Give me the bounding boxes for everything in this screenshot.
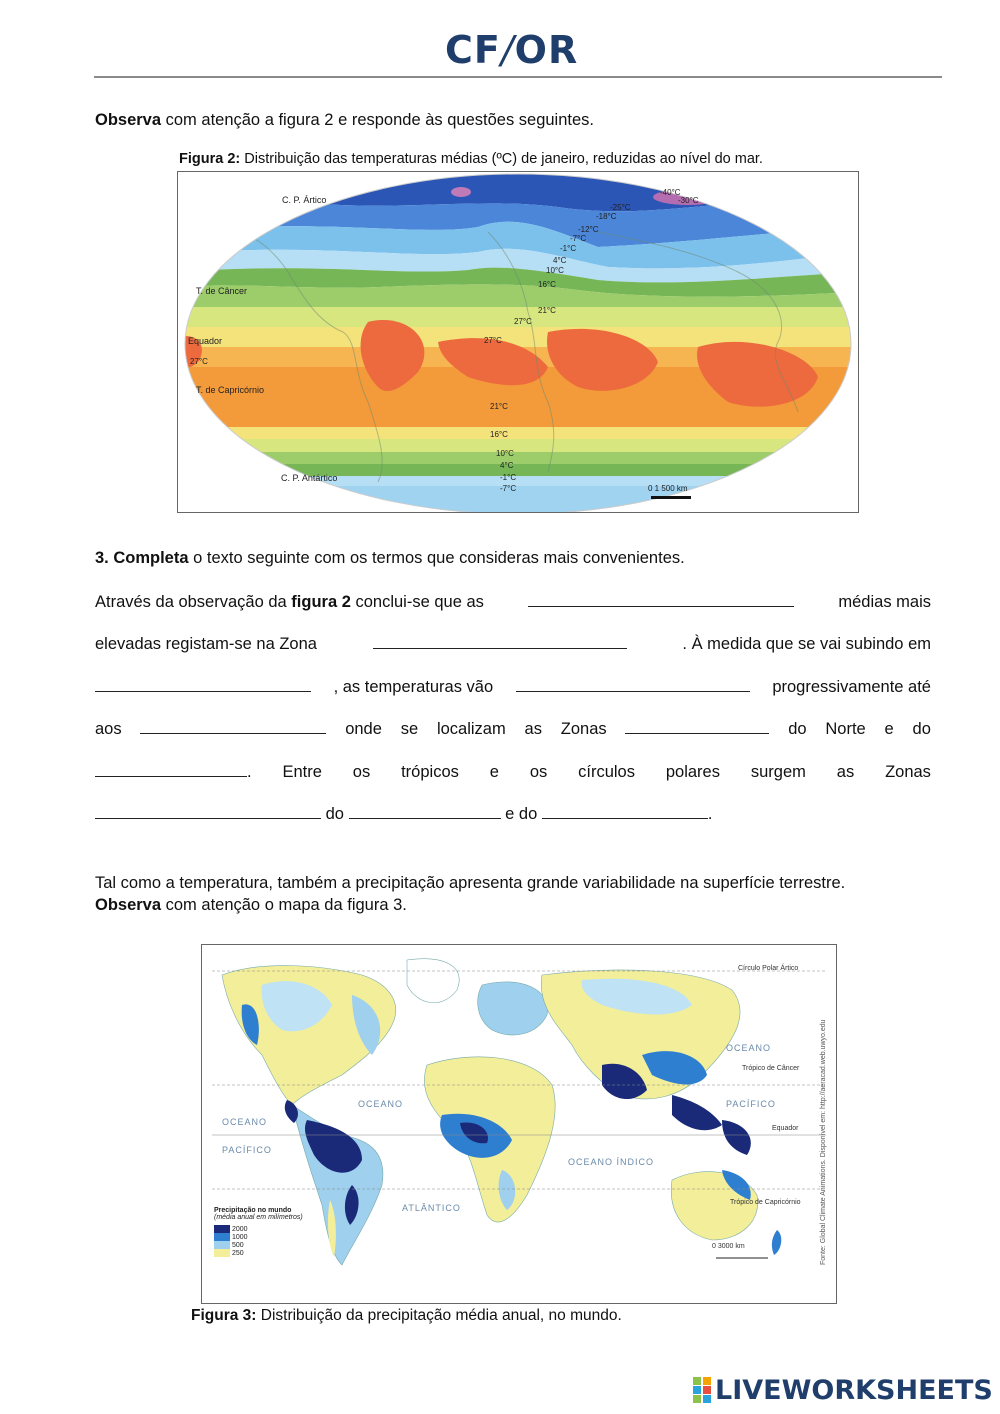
ocean-label: OCEANO (358, 1099, 404, 1109)
figure2-temperature-map (177, 171, 859, 513)
liveworksheets-logo[interactable]: LIVEWORKSHEETS (693, 1375, 993, 1406)
figure2-caption: Figura 2: Distribuição das temperaturas médias (ºC) de janeiro, reduzidas ao nível do mar. (179, 151, 763, 167)
legend-swatch (214, 1241, 230, 1249)
ocean-label: OCEANO (726, 1043, 772, 1053)
polar-circle-label: Círculo Polar Ártico (738, 965, 799, 972)
blank-input[interactable] (625, 717, 769, 734)
blank-input[interactable] (542, 802, 708, 819)
intro-text: Observa com atenção a figura 2 e responde às questões seguintes. (95, 111, 594, 129)
legend-swatch (214, 1225, 230, 1233)
fill-line-2: elevadas registam-se na Zona . À medida que se vai subindo em (95, 632, 931, 654)
blank-input[interactable] (140, 717, 326, 734)
capricorn-tropic-label: Trópico de Capricórnio (730, 1199, 801, 1206)
blank-input[interactable] (373, 632, 627, 649)
temp-label: -40°C (660, 188, 681, 197)
equator-label: Equador (772, 1125, 799, 1132)
legend-swatch (214, 1233, 230, 1241)
blank-input[interactable] (528, 590, 794, 607)
temp-label: -1°C (500, 473, 517, 482)
fill-line-4: aos onde se localizam as Zonas do Norte e do (95, 717, 931, 739)
temp-label: 27°C (190, 357, 208, 366)
figure3-caption: Figura 3: Distribuição da precipitação média anual, no mundo. (191, 1307, 622, 1324)
cfor-logo: CF/OR (445, 28, 579, 72)
temp-label: 10°C (496, 449, 514, 458)
legend-item: 1000 (214, 1233, 303, 1241)
precip-legend (214, 1207, 303, 1257)
liveworksheets-icon (693, 1377, 711, 1403)
blank-input[interactable] (516, 675, 750, 692)
temp-label: 27°C (514, 317, 532, 326)
scale-bar (651, 496, 691, 499)
blank-input[interactable] (95, 675, 311, 692)
temp-label: -25°C (610, 203, 631, 212)
legend-swatch (214, 1249, 230, 1257)
temp-label: -1°C (560, 244, 577, 253)
blank-input[interactable] (95, 760, 247, 777)
temp-label: -7°C (500, 484, 517, 493)
fill-line-5: . Entre os trópicos e os círculos polares surgem as Zonas (95, 760, 931, 782)
temp-label: 10°C (546, 266, 564, 275)
temp-label: -30°C (678, 196, 699, 205)
source-label: Fonte: Global Climate Animations. Disponível em: http://aeracad.web.uwyo.edu (820, 1019, 827, 1265)
temp-label: 16°C (490, 430, 508, 439)
ocean-label: OCEANO (222, 1117, 268, 1127)
scale-label: 0 1 500 km (648, 484, 688, 493)
equator-label: Equador (188, 336, 223, 346)
temp-label: -12°C (578, 225, 599, 234)
legend-items (214, 1225, 303, 1257)
temp-label: 4°C (500, 461, 514, 470)
fill-line-1: Através da observação da figura 2 conclui-se que as médias mais (95, 590, 931, 612)
temp-label: -7°C (570, 234, 587, 243)
legend-subtitle: (média anual em milímetros) (214, 1214, 303, 1221)
cancer-tropic-label: Trópico de Câncer (742, 1065, 800, 1072)
capricorn-tropic-label: T. de Capricórnio (196, 385, 265, 395)
temp-label: 16°C (538, 280, 556, 289)
temp-label: 27°C (484, 336, 502, 345)
temp-label: 21°C (538, 306, 556, 315)
temp-label: 21°C (490, 402, 508, 411)
legend-title: Precipitação no mundo (214, 1207, 292, 1214)
temp-label: 4°C (553, 256, 567, 265)
scale-label: 0 3000 km (712, 1243, 745, 1250)
ocean-label: PACÍFICO (222, 1145, 272, 1155)
blank-input[interactable] (349, 802, 501, 819)
question3-title: 3. Completa o texto seguinte com os termos que consideras mais convenientes. (95, 549, 685, 567)
legend-item: 500 (214, 1241, 303, 1249)
blank-input[interactable] (95, 802, 321, 819)
legend-item: 2000 (214, 1225, 303, 1233)
cancer-tropic-label: T. de Câncer (196, 286, 248, 296)
fill-line-6: do e do . (95, 802, 712, 824)
fill-line-3: , as temperaturas vão progressivamente até (95, 675, 931, 697)
header-divider (94, 76, 942, 78)
legend-item: 250 (214, 1249, 303, 1257)
logo-slash-icon: / (500, 28, 515, 72)
precip-intro: Tal como a temperatura, também a precipitação apresenta grande variabilidade na superfície terrestre. Observa com atenção o mapa da figura 3. (95, 874, 846, 914)
ocean-label: OCEANO ÍNDICO (568, 1157, 655, 1167)
figure3-precipitation-map (201, 944, 837, 1304)
temperature-map-svg (178, 172, 858, 512)
ocean-label: PACÍFICO (726, 1099, 776, 1109)
ocean-label: ATLÂNTICO (402, 1203, 461, 1213)
antartic-circle-label: C. P. Antártico (281, 473, 338, 483)
artic-circle-label: C. P. Ártico (282, 195, 327, 205)
temp-label: -18°C (596, 212, 617, 221)
